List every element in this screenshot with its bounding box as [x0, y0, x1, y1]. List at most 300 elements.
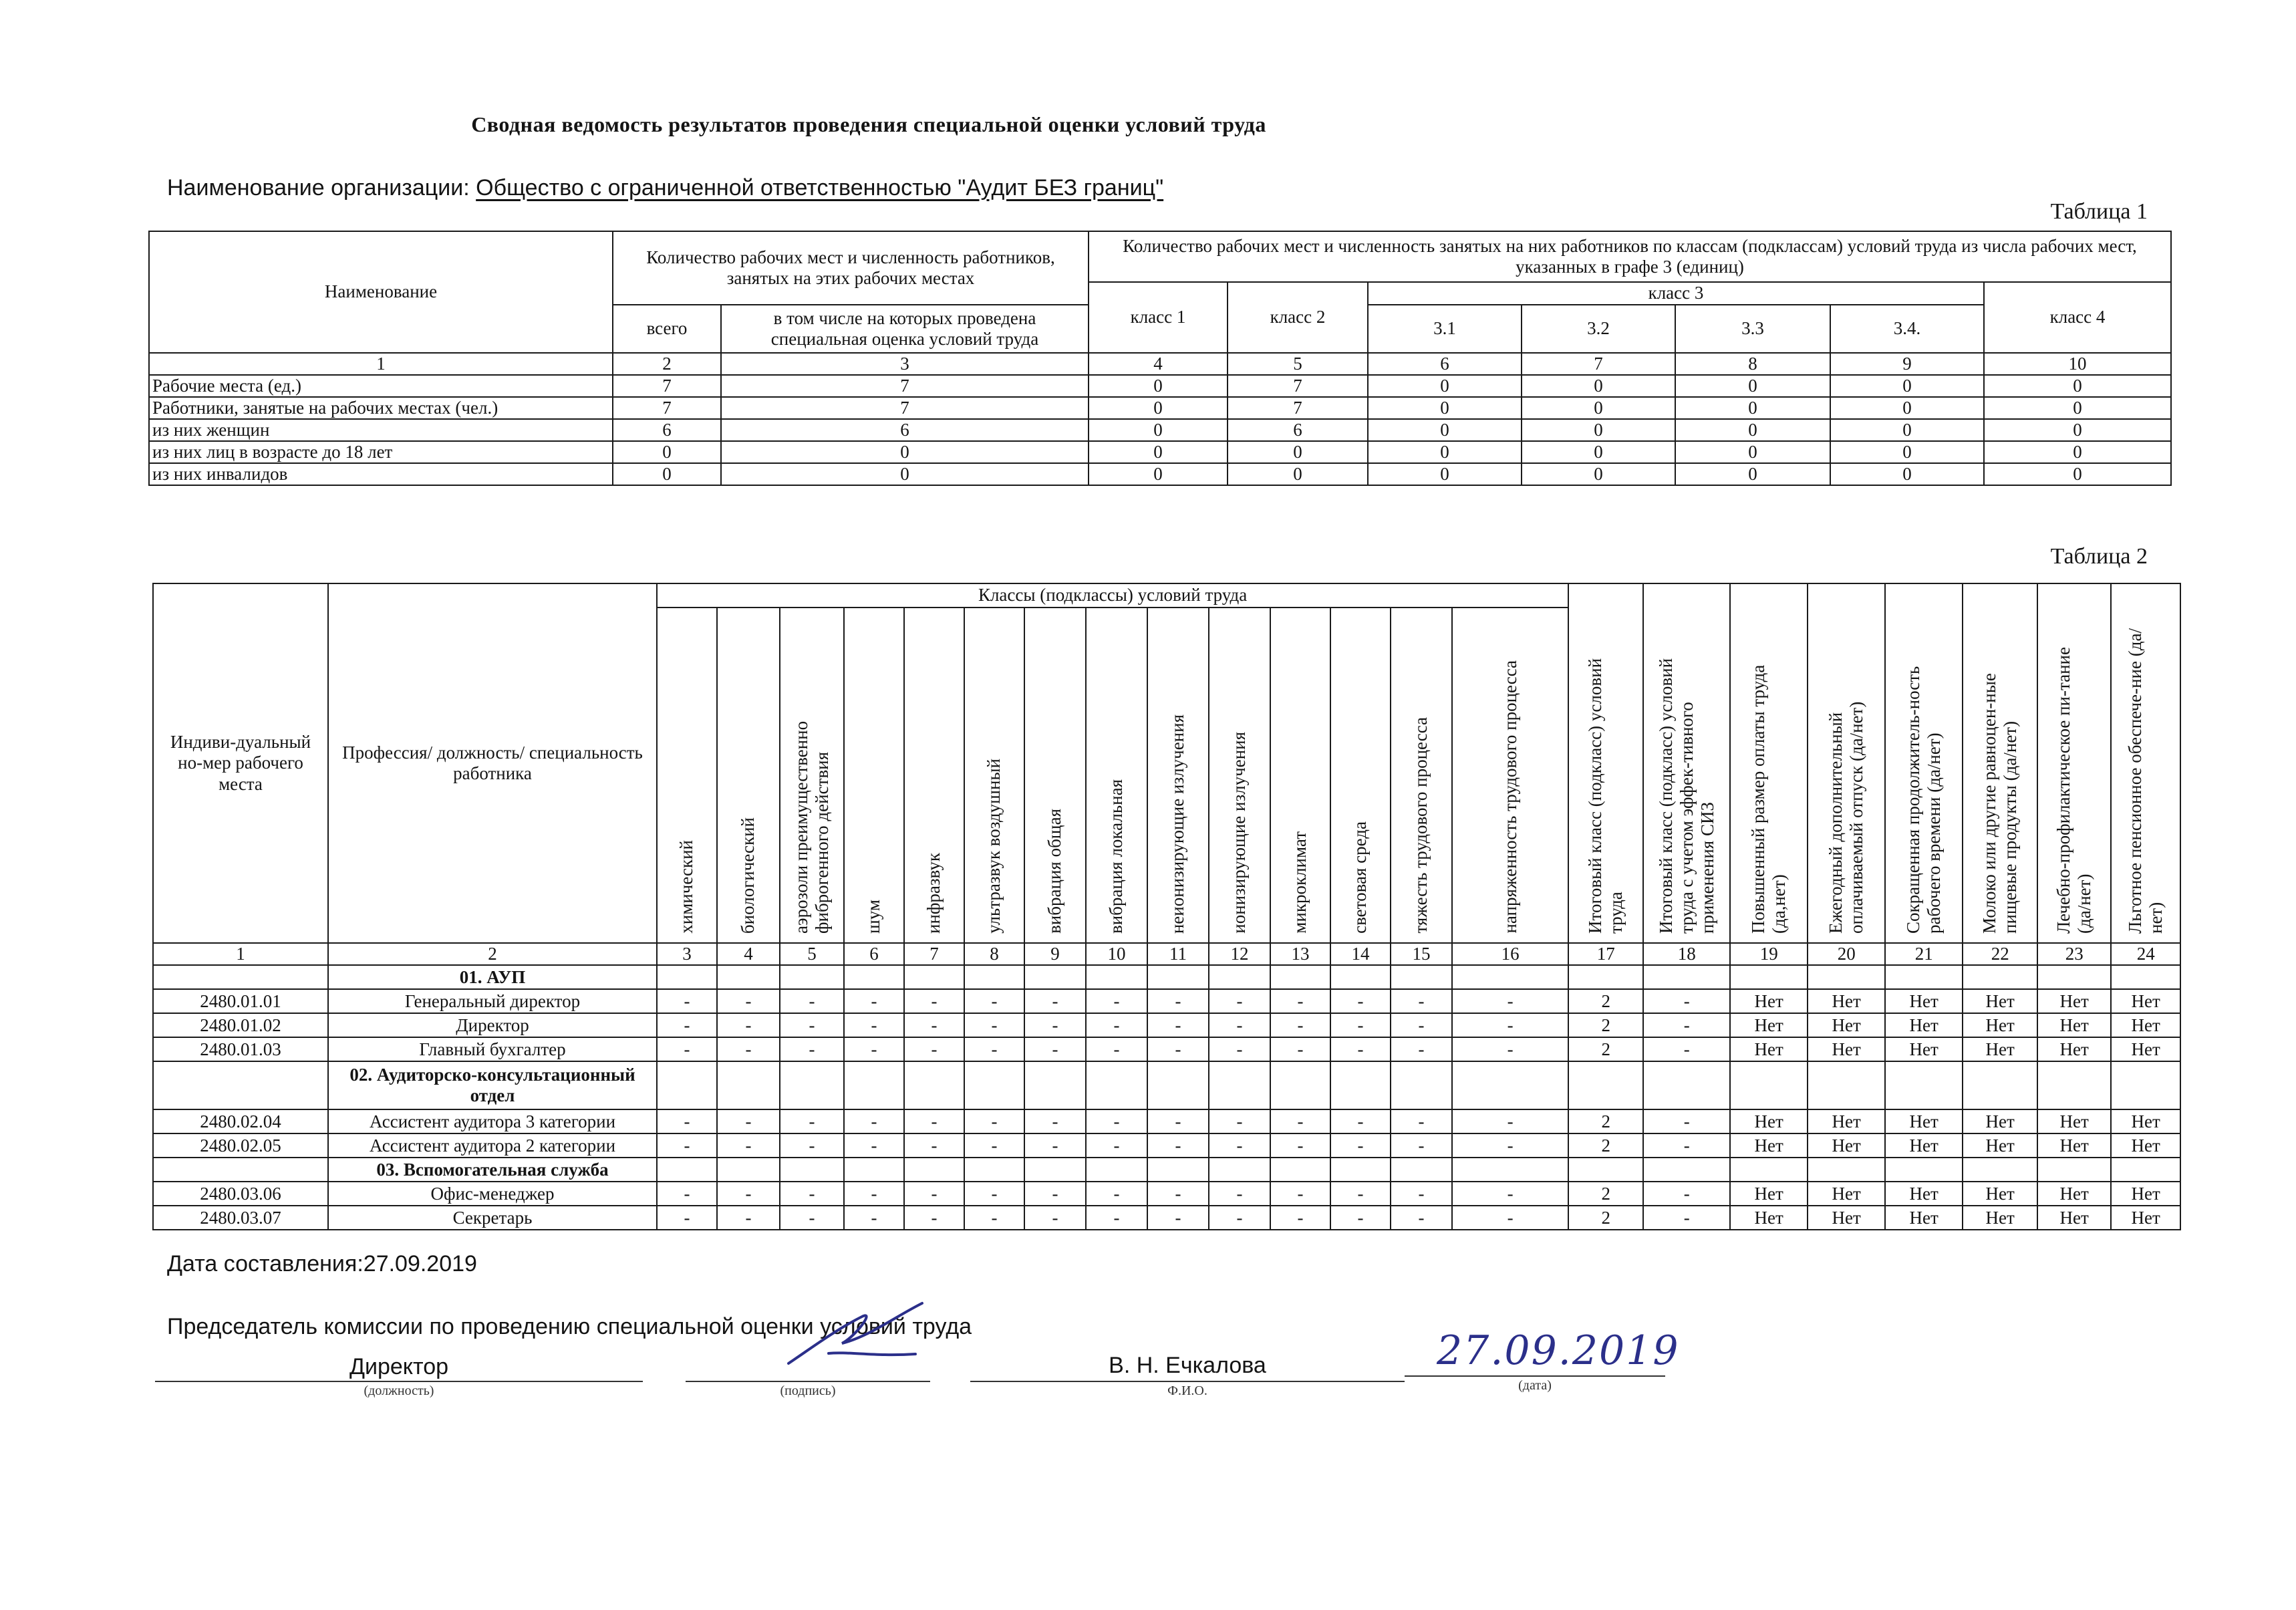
t1-row-label: из них женщин [149, 419, 613, 441]
organization-label: Наименование организации: [167, 175, 470, 200]
t2-cell: - [1086, 1182, 1147, 1206]
table2 [152, 583, 2181, 1230]
t2-cell: Нет [1963, 1182, 2037, 1206]
t2-empty-cell [1568, 1158, 1643, 1182]
t1-cell: 0 [1675, 397, 1830, 419]
t2-cell: - [1643, 1182, 1730, 1206]
table-row [153, 1133, 2180, 1158]
table-row [153, 1037, 2180, 1061]
t1-cell: 6 [613, 419, 721, 441]
t2-header-v4: шум [844, 608, 904, 943]
t1-header-count-group: Количество рабочих мест и численность работников, занятых на этих рабочих местах [613, 231, 1089, 305]
t2-empty-cell [1024, 965, 1086, 989]
t2-empty-cell [904, 965, 964, 989]
t2-cell: - [1147, 1013, 1209, 1037]
t2-empty-cell [717, 1158, 780, 1182]
t2-cell: - [1391, 1206, 1452, 1230]
t2-section-row [153, 1061, 2180, 1109]
t2-cell: - [1024, 1206, 1086, 1230]
t2-header-v17: Повышенный размер оплаты труда (да,нет) [1730, 583, 1808, 943]
t2-colnum: 4 [717, 943, 780, 965]
t2-cell: Нет [1808, 989, 1885, 1013]
t2-colnum: 18 [1643, 943, 1730, 965]
t2-cell: - [1209, 1133, 1270, 1158]
t2-empty-cell [1808, 1158, 1885, 1182]
t2-cell: - [964, 1109, 1024, 1133]
t2-empty-cell [1209, 965, 1270, 989]
signer-position: Директор [349, 1354, 449, 1379]
t2-empty-cell [1086, 965, 1147, 989]
t2-header-v21: Лечебно-профилактическое пи-тание (да/нет) [2037, 583, 2111, 943]
table-row [153, 1109, 2180, 1133]
t2-cell: - [964, 1182, 1024, 1206]
t2-header-v20: Молоко или другие равноцен-ные пищевые продукты (да/нет) [1963, 583, 2037, 943]
t2-header-v5: инфразвук [904, 608, 964, 943]
t2-empty-cell [1643, 1158, 1730, 1182]
t2-empty-cell [1086, 1061, 1147, 1109]
t2-empty-cell [1963, 965, 2037, 989]
t2-empty-cell [2037, 1158, 2111, 1182]
t2-cell: - [657, 1182, 717, 1206]
t1-header-c32: 3.2 [1522, 305, 1675, 353]
t1-cell: 0 [1984, 375, 2171, 397]
t2-cell: Нет [1885, 1133, 1963, 1158]
t2-cell: Нет [1808, 1037, 1885, 1061]
t2-cell: Нет [2037, 1133, 2111, 1158]
t1-cell: 0 [1984, 463, 2171, 485]
t2-empty-cell [1024, 1061, 1086, 1109]
t2-cell: - [1270, 1037, 1330, 1061]
t2-cell: - [1147, 1037, 1209, 1061]
t2-cell: Нет [2037, 1109, 2111, 1133]
t2-colnum: 5 [780, 943, 844, 965]
t2-cell: - [1024, 1109, 1086, 1133]
t2-cell: - [1391, 1037, 1452, 1061]
t2-cell: Нет [2037, 1013, 2111, 1037]
fio-caption: Ф.И.О. [1167, 1383, 1207, 1398]
t2-cell: - [1270, 1206, 1330, 1230]
t2-empty-cell [1209, 1158, 1270, 1182]
t1-cell: 6 [721, 419, 1089, 441]
t2-cell: - [1330, 989, 1391, 1013]
t2-cell: - [1330, 1037, 1391, 1061]
t2-cell: 2 [1568, 1109, 1643, 1133]
t2-empty-cell [1885, 1061, 1963, 1109]
t2-empty-cell [657, 1158, 717, 1182]
t2-empty-cell [2111, 1061, 2180, 1109]
t1-colnum: 4 [1089, 353, 1228, 375]
t1-cell: 0 [1675, 441, 1830, 463]
t2-colnum: 13 [1270, 943, 1330, 965]
t2-cell: - [1270, 1013, 1330, 1037]
t1-cell: 0 [1830, 463, 1984, 485]
t2-cell: - [717, 989, 780, 1013]
t1-row [149, 419, 2171, 441]
t2-profession: Ассистент аудитора 3 категории [328, 1109, 657, 1133]
t2-section-title: 01. АУП [328, 965, 657, 989]
t2-cell: - [1024, 1182, 1086, 1206]
t1-cell: 0 [721, 463, 1089, 485]
t2-cell: Нет [1885, 1037, 1963, 1061]
t1-cell: 0 [1368, 375, 1522, 397]
t1-header-c34: 3.4. [1830, 305, 1984, 353]
t2-cell: Нет [1730, 1133, 1808, 1158]
t1-cell: 0 [1228, 441, 1368, 463]
t2-header-classes-group: Классы (подклассы) условий труда [657, 583, 1568, 608]
t2-cell: - [844, 1182, 904, 1206]
t2-cell: - [657, 1013, 717, 1037]
signature-line [686, 1381, 930, 1382]
t2-header-v13: тяжесть трудового процесса [1391, 608, 1452, 943]
t2-cell: - [657, 1206, 717, 1230]
t1-colnum: 10 [1984, 353, 2171, 375]
t2-cell: - [1209, 1037, 1270, 1061]
t1-row-label: из них инвалидов [149, 463, 613, 485]
t2-cell: - [1452, 1013, 1568, 1037]
t1-header-class4: класс 4 [1984, 282, 2171, 353]
t2-cell: Нет [2037, 1206, 2111, 1230]
t1-colnum: 3 [721, 353, 1089, 375]
t1-header-class3: класс 3 [1368, 282, 1984, 305]
table-row [153, 1182, 2180, 1206]
t1-header-total: всего [613, 305, 721, 353]
organization-name: Общество с ограниченной ответственностью "Аудит БЕЗ границ" [476, 175, 1164, 200]
t2-empty-cell [1391, 965, 1452, 989]
t2-header-v2: биологический [717, 608, 780, 943]
t2-empty-cell [1808, 965, 1885, 989]
t2-cell: - [1391, 1133, 1452, 1158]
t2-empty-cell [1963, 1061, 2037, 1109]
t2-cell: - [657, 1109, 717, 1133]
t2-header-v14: напряженность трудового процесса [1452, 608, 1568, 943]
t2-empty-cell [1270, 1061, 1330, 1109]
t2-cell: - [1147, 1206, 1209, 1230]
t2-empty-cell [1147, 1158, 1209, 1182]
t2-cell: Нет [1808, 1013, 1885, 1037]
t2-empty-cell [1730, 965, 1808, 989]
t2-cell: - [1643, 989, 1730, 1013]
t2-cell: - [844, 1206, 904, 1230]
t1-header-assessed: в том числе на которых проведена специальная оценка условий труда [721, 305, 1089, 353]
position-line [155, 1381, 643, 1382]
t2-empty-cell [844, 1158, 904, 1182]
t1-row [149, 441, 2171, 463]
t1-cell: 0 [1089, 441, 1228, 463]
t2-empty-cell [964, 1158, 1024, 1182]
t2-cell: - [717, 1206, 780, 1230]
t2-cell: - [1643, 1013, 1730, 1037]
t2-empty-cell [1568, 965, 1643, 989]
t2-cell: Нет [1808, 1182, 1885, 1206]
t2-cell: Нет [1730, 1013, 1808, 1037]
t1-cell: 0 [1089, 419, 1228, 441]
t2-cell: - [717, 1133, 780, 1158]
table1 [148, 231, 2172, 486]
t2-cell: Нет [1963, 1109, 2037, 1133]
t2-colnum: 21 [1885, 943, 1963, 965]
t2-cell: - [1330, 1013, 1391, 1037]
t2-cell: - [1086, 1037, 1147, 1061]
t2-empty-cell [1730, 1061, 1808, 1109]
t1-cell: 0 [1089, 463, 1228, 485]
t2-cell: Нет [2111, 1013, 2180, 1037]
t2-cell: - [1147, 1109, 1209, 1133]
t2-header-v22: Льготное пенсионное обеспече-ние (да/нет) [2111, 583, 2180, 943]
t1-cell: 0 [613, 441, 721, 463]
t2-cell: - [904, 1013, 964, 1037]
t1-cell: 0 [1984, 419, 2171, 441]
t2-empty-cell [780, 1158, 844, 1182]
t2-cell: - [1086, 989, 1147, 1013]
t2-cell: - [1330, 1109, 1391, 1133]
t2-cell: Нет [1885, 1109, 1963, 1133]
t2-header-v12: световая среда [1330, 608, 1391, 943]
t1-cell: 6 [1228, 419, 1368, 441]
t2-empty-cell [1086, 1158, 1147, 1182]
t1-row-label: Работники, занятые на рабочих местах (чел.) [149, 397, 613, 419]
t2-cell: - [780, 1133, 844, 1158]
t2-cell: Нет [1963, 989, 2037, 1013]
t1-cell: 0 [1675, 375, 1830, 397]
t2-section-row [153, 965, 2180, 989]
t2-colnum: 12 [1209, 943, 1270, 965]
t1-cell: 0 [1984, 441, 2171, 463]
t2-header-id: Индиви-дуальный но-мер рабочего места [153, 583, 328, 943]
t2-section-title: 03. Вспомогательная служба [328, 1158, 657, 1182]
t2-cell: - [1643, 1206, 1730, 1230]
t2-colnum: 19 [1730, 943, 1808, 965]
t2-cell: - [1024, 989, 1086, 1013]
t2-cell: - [1209, 1013, 1270, 1037]
t2-cell: - [780, 1109, 844, 1133]
t2-cell: - [1024, 1013, 1086, 1037]
t2-empty-cell [904, 1158, 964, 1182]
t2-empty-cell [2111, 1158, 2180, 1182]
t2-cell: Нет [1963, 1037, 2037, 1061]
date-line [1405, 1375, 1665, 1377]
t2-cell: - [780, 1013, 844, 1037]
t2-cell: - [1330, 1182, 1391, 1206]
t1-colnum: 8 [1675, 353, 1830, 375]
t2-colnum: 7 [904, 943, 964, 965]
t2-cell: - [780, 989, 844, 1013]
t2-colnum: 2 [328, 943, 657, 965]
t2-cell: - [717, 1013, 780, 1037]
t2-empty-cell [1391, 1061, 1452, 1109]
date-caption: (дата) [1518, 1378, 1552, 1393]
t2-cell: Нет [1730, 1037, 1808, 1061]
t2-empty-cell [1330, 965, 1391, 989]
t1-cell: 7 [721, 397, 1089, 419]
t1-cell: 0 [1830, 441, 1984, 463]
t2-colnum: 17 [1568, 943, 1643, 965]
t2-workplace-id: 2480.01.01 [153, 989, 328, 1013]
t2-cell: - [904, 1133, 964, 1158]
t2-cell: - [1391, 1182, 1452, 1206]
t2-cell: Нет [1885, 989, 1963, 1013]
t1-cell: 0 [1675, 419, 1830, 441]
t2-colnum: 22 [1963, 943, 2037, 965]
t2-cell: - [844, 1109, 904, 1133]
t2-cell: - [1270, 989, 1330, 1013]
t2-workplace-id: 2480.03.06 [153, 1182, 328, 1206]
t2-empty-cell [153, 1158, 328, 1182]
t2-empty-cell [964, 965, 1024, 989]
t2-cell: - [1209, 1109, 1270, 1133]
t1-cell: 0 [1368, 441, 1522, 463]
t2-colnum: 11 [1147, 943, 1209, 965]
chairman-label: Председатель комиссии по проведению специальной оценки условий труда [167, 1314, 972, 1339]
t2-profession: Ассистент аудитора 2 категории [328, 1133, 657, 1158]
t2-empty-cell [1209, 1061, 1270, 1109]
t2-cell: Нет [2111, 1182, 2180, 1206]
t2-empty-cell [1885, 965, 1963, 989]
t2-cell: - [780, 1037, 844, 1061]
t2-header-v11: микроклимат [1270, 608, 1330, 943]
t2-empty-cell [717, 1061, 780, 1109]
t2-cell: - [1270, 1182, 1330, 1206]
t2-empty-cell [1024, 1158, 1086, 1182]
t2-cell: - [904, 989, 964, 1013]
t2-section-title: 02. Аудиторско-консультационный отдел [328, 1061, 657, 1109]
t2-empty-cell [1452, 1158, 1568, 1182]
t1-cell: 0 [1368, 419, 1522, 441]
t1-cell: 0 [1089, 397, 1228, 419]
t2-cell: Нет [2037, 989, 2111, 1013]
t2-header-v18: Ежегодный дополнительный оплачиваемый отпуск (да/нет) [1808, 583, 1885, 943]
t2-header-profession: Профессия/ должность/ специальность работника [328, 583, 657, 943]
t1-cell: 0 [1368, 463, 1522, 485]
t2-cell: 2 [1568, 1206, 1643, 1230]
t2-empty-cell [1885, 1158, 1963, 1182]
t2-cell: Нет [1963, 1206, 2037, 1230]
t1-cell: 0 [1522, 441, 1675, 463]
t1-colnum: 9 [1830, 353, 1984, 375]
t2-cell: - [717, 1037, 780, 1061]
t2-cell: 2 [1568, 989, 1643, 1013]
t2-header-v9: неионизирующие излучения [1147, 608, 1209, 943]
table-row [153, 989, 2180, 1013]
t2-header-v6: ультразвук воздушный [964, 608, 1024, 943]
t1-cell: 0 [1830, 419, 1984, 441]
t2-cell: Нет [1730, 1206, 1808, 1230]
t2-cell: - [1452, 1109, 1568, 1133]
t2-cell: - [1147, 1133, 1209, 1158]
t2-cell: - [1452, 1037, 1568, 1061]
t2-empty-cell [780, 965, 844, 989]
t2-cell: - [904, 1037, 964, 1061]
t1-header-c31: 3.1 [1368, 305, 1522, 353]
t2-empty-cell [1391, 1158, 1452, 1182]
t2-cell: - [844, 1133, 904, 1158]
t2-workplace-id: 2480.02.05 [153, 1133, 328, 1158]
t2-cell: Нет [2037, 1182, 2111, 1206]
t2-cell: - [844, 1037, 904, 1061]
t2-empty-cell [1270, 965, 1330, 989]
t2-cell: Нет [2111, 989, 2180, 1013]
t2-cell: Нет [1808, 1133, 1885, 1158]
t1-colnum: 5 [1228, 353, 1368, 375]
t2-empty-cell [1808, 1061, 1885, 1109]
t2-cell: - [1330, 1206, 1391, 1230]
t1-cell: 0 [1368, 397, 1522, 419]
t2-empty-cell [1643, 1061, 1730, 1109]
t1-header-name: Наименование [149, 231, 613, 353]
organization-line [167, 175, 1163, 201]
t2-cell: - [1391, 1109, 1452, 1133]
t2-cell: Нет [1963, 1133, 2037, 1158]
t2-cell: - [1086, 1133, 1147, 1158]
t2-empty-cell [717, 965, 780, 989]
t2-cell: Нет [2111, 1133, 2180, 1158]
t2-cell: - [1270, 1109, 1330, 1133]
t2-empty-cell [1270, 1158, 1330, 1182]
t1-cell: 0 [1522, 397, 1675, 419]
t2-empty-cell [1730, 1158, 1808, 1182]
document-title: Сводная ведомость результатов проведения специальной оценки условий труда [471, 112, 1266, 136]
t2-profession: Директор [328, 1013, 657, 1037]
t1-cell: 0 [1675, 463, 1830, 485]
t2-cell: Нет [1730, 1182, 1808, 1206]
t2-empty-cell [153, 1061, 328, 1109]
t1-colnum: 1 [149, 353, 613, 375]
t1-cell: 7 [721, 375, 1089, 397]
t2-cell: Нет [1730, 989, 1808, 1013]
t2-profession: Генеральный директор [328, 989, 657, 1013]
t2-cell: - [717, 1182, 780, 1206]
position-caption: (должность) [364, 1383, 434, 1398]
t2-header-v8: вибрация локальная [1086, 608, 1147, 943]
t2-cell: - [1643, 1037, 1730, 1061]
t2-cell: - [1024, 1037, 1086, 1061]
t2-empty-cell [1330, 1061, 1391, 1109]
t1-colnum: 6 [1368, 353, 1522, 375]
table-row [153, 1206, 2180, 1230]
t2-cell: - [844, 989, 904, 1013]
t1-cell: 0 [1089, 375, 1228, 397]
t1-column-numbers [149, 353, 2171, 375]
t2-cell: Нет [2111, 1109, 2180, 1133]
t2-colnum: 3 [657, 943, 717, 965]
handwritten-date: 27.09.2019 [1437, 1327, 1680, 1374]
t2-empty-cell [1452, 965, 1568, 989]
t2-colnum: 24 [2111, 943, 2180, 965]
t2-header-v1: химический [657, 608, 717, 943]
t2-empty-cell [657, 1061, 717, 1109]
t2-header-v3: аэрозоли преимущественно фиброгенного действия [780, 608, 844, 943]
t2-cell: - [1209, 1182, 1270, 1206]
t2-empty-cell [1963, 1158, 2037, 1182]
t2-colnum: 20 [1808, 943, 1885, 965]
t2-cell: - [1452, 1206, 1568, 1230]
t1-cell: 0 [1984, 397, 2171, 419]
t2-header-v10: ионизирующие излучения [1209, 608, 1270, 943]
t2-empty-cell [1643, 965, 1730, 989]
t2-cell: - [844, 1013, 904, 1037]
t2-cell: - [1086, 1109, 1147, 1133]
t2-cell: - [1147, 989, 1209, 1013]
t1-header-class2: класс 2 [1228, 282, 1368, 353]
t1-cell: 7 [613, 375, 721, 397]
t2-cell: Нет [2111, 1206, 2180, 1230]
t2-cell: - [904, 1182, 964, 1206]
t1-cell: 0 [1830, 397, 1984, 419]
t2-empty-cell [1452, 1061, 1568, 1109]
t1-cell: 0 [1522, 419, 1675, 441]
t2-cell: - [1086, 1013, 1147, 1037]
t2-cell: - [904, 1206, 964, 1230]
t2-cell: 2 [1568, 1182, 1643, 1206]
